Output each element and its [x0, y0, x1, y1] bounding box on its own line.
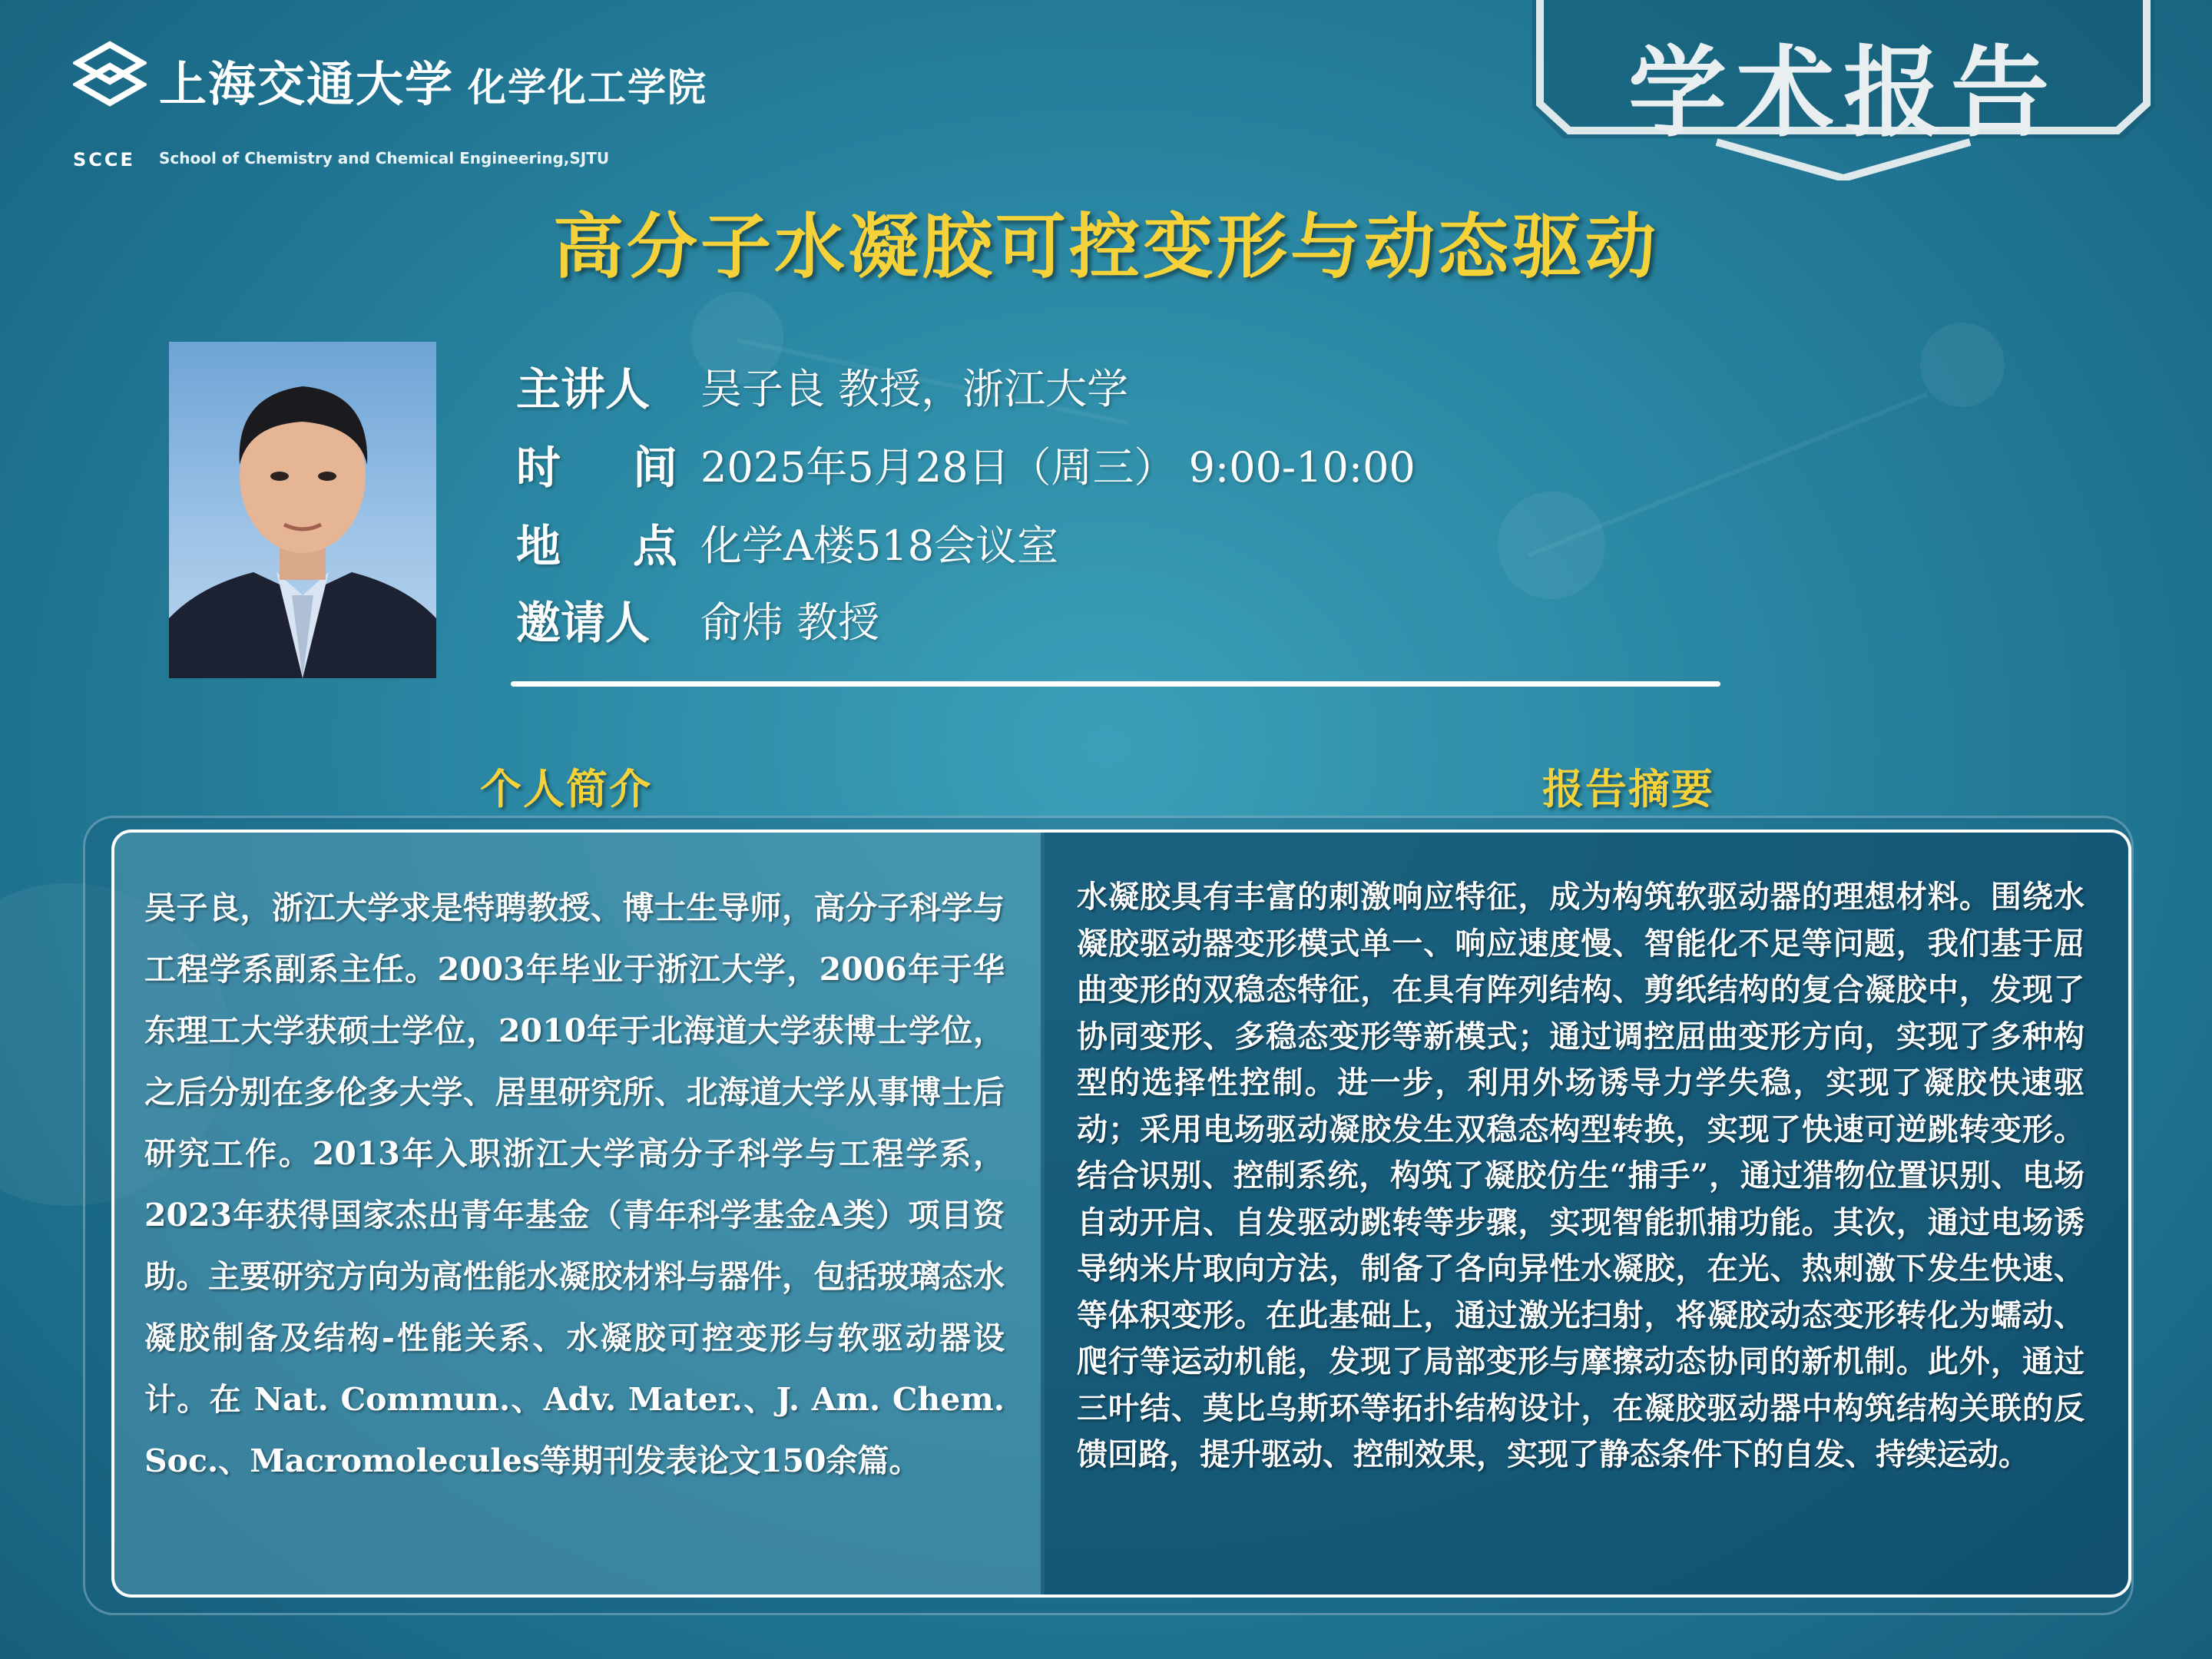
- logo-chinese-name: [159, 46, 707, 114]
- abstract-text: 水凝胶具有丰富的刺激响应特征，成为构筑软驱动器的理想材料。围绕水凝胶驱动器变形模式单一、响应速度慢、智能化不足等问题，我们基于屈曲变形的双稳态特征，在具有阵列结构、剪纸结构的复合凝胶中，发现了协同变形、多稳态变形等新模式；通过调控屈曲变形方向，实现了多种构型的选择性控制。进一步，利用外场诱导力学失稳，实现了凝胶快速驱动；采用电场驱动凝胶发生双稳态构型转换，实现了快速可逆跳转变形。结合识别、控制系统，构筑了凝胶仿生“捕手”，通过猎物位置识别、电场自动开启、自发驱动跳转等步骤，实现智能抓捕功能。其次，通过电场诱导纳米片取向方法，制备了各向异性水凝胶，在光、热刺激下发生快速、等体积变形。在此基础上，通过激光扫射，将凝胶动态变形转化为蠕动、爬行等运动机能，发现了局部变形与摩擦动态协同的新机制。此外，通过三叶结、莫比乌斯环等拓扑结构设计，在凝胶驱动器中构筑结构关联的反馈回路，提升驱动、控制效果，实现了静态条件下的自发、持续运动。: [1077, 879, 2085, 1472]
- time-label: [516, 432, 677, 496]
- report-title: 高分子水凝胶可控变形与动态驱动: [552, 206, 1659, 288]
- host-label-text: 邀请人: [516, 597, 651, 649]
- place-label-char-1: 地: [516, 520, 561, 572]
- department-name: 化学化工学院: [468, 65, 708, 110]
- speaker-label: [516, 353, 677, 418]
- info-divider: [511, 681, 1720, 687]
- speaker-photo-icon: [169, 342, 436, 678]
- logo-english-name: School of Chemistry and Chemical Engineering,SJTU: [159, 149, 610, 167]
- bio-text: 吴子良，浙江大学求是特聘教授、博士生导师，高分子科学与工程学系副系主任。2003年毕业于浙江大学，2006年于华东理工大学获硕士学位，2010年于北海道大学获博士学位，之后分别在多伦多大学、居里研究所、北海道大学从事博士后研究工作。2013年入职浙江大学高分子科学与工程学系，2023年获得国家杰出青年基金（青年科学基金A类）项目资助。主要研究方向为高性能水凝胶材料与器件，包括玻璃态水凝胶制备及结构-性能关系、水凝胶可控变形与软驱动器设计。在 Nat. Commun.、Adv. Mater.、J. Am. Chem. Soc.、Macromolecules等期刊发表论文150余篇。: [144, 889, 1005, 1479]
- host-value: 俞炜 教授: [700, 598, 880, 647]
- place-label: [516, 510, 677, 575]
- background-bond: [1528, 392, 1928, 557]
- background-bubble: [1920, 323, 2005, 407]
- time-label-char-2: 间: [632, 442, 677, 494]
- logo-abbreviation: SCCE: [73, 149, 135, 171]
- bio-section-title: 个人简介: [480, 765, 652, 813]
- speaker-label-text: 主讲人: [516, 363, 651, 416]
- time-label-char-1: 时: [516, 442, 561, 494]
- university-name: 上海交通大学: [159, 56, 455, 112]
- badge-text: 学术报告: [1628, 36, 2058, 151]
- abstract-section-title: 报告摘要: [1542, 765, 1714, 813]
- host-label: [516, 587, 677, 651]
- time-value: 2025年5月28日（周三） 9:00-10:00: [700, 443, 1416, 492]
- academic-report-badge: [1532, 0, 2154, 180]
- place-label-char-2: 点: [632, 520, 677, 572]
- speaker-portrait: [169, 342, 436, 678]
- school-logo[interactable]: [73, 40, 708, 171]
- speaker-value: 吴子良 教授，浙江大学: [700, 365, 1129, 413]
- place-value: 化学A楼518会议室: [700, 522, 1059, 570]
- scce-emblem-icon: [73, 40, 147, 124]
